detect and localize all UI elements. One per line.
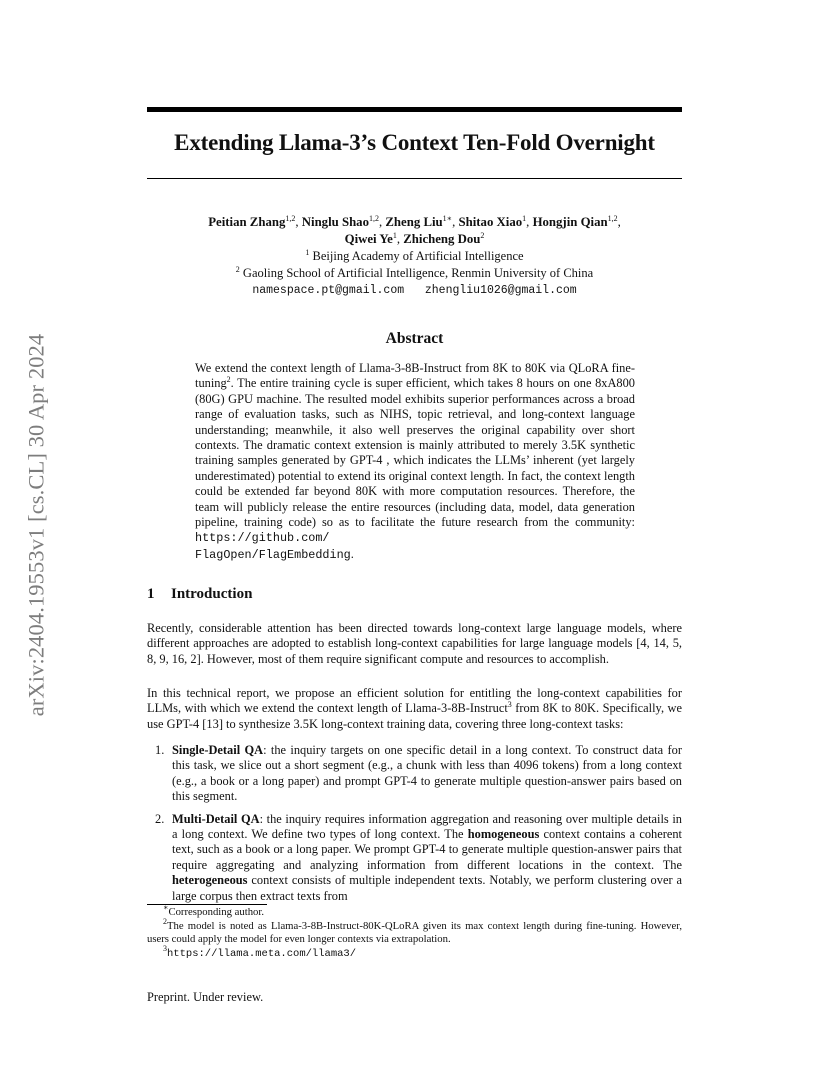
task-text: context consists of multiple independent texts. Notably, we perform clustering over a large corpus then extract texts from <box>172 873 682 903</box>
task-label: Single-Detail QA <box>172 743 264 757</box>
title-bottom-rule <box>147 178 682 179</box>
list-marker: 1. <box>155 743 165 757</box>
footnote <box>147 916 682 947</box>
footnote-text: The model is noted as Llama-3-8B-Instruct-80K-QLoRA given its max context length during fine-tuning. However, users could apply the model for even longer contexts via extrapolation. <box>147 919 682 946</box>
email-link[interactable]: namespace.pt@gmail.com <box>252 284 405 297</box>
paragraph-text: In this technical report, we propose an efficient solution for entitling the long-context capabilities for LLMs, with which we extend the context length of Llama-3-8B-Instruct <box>147 686 682 716</box>
email-link[interactable]: zhengliu1026@gmail.com <box>424 284 577 297</box>
affiliation-text: Beijing Academy of Artificial Intelligence <box>309 249 524 263</box>
affiliation-text: Gaoling School of Artificial Intelligence, Renmin University of China <box>239 266 594 280</box>
author-affil-mark: 2 <box>480 231 485 240</box>
author-sep: , <box>378 215 386 229</box>
author-affil-mark: 1 <box>392 231 397 240</box>
author-affil-mark: 1,2 <box>368 214 379 223</box>
footnote <box>147 943 682 962</box>
intro-paragraph: Recently, considerable attention has been directed towards long-context large language models, where different approaches are adopted to establish long-context capabilities for large language models [4, 14, 5, 8, 9, 16, 2]. However, most of them require significant compute and resources to accomplish. <box>147 621 682 666</box>
author-name: Zhicheng Dou <box>403 232 481 246</box>
list-marker: 2. <box>155 811 165 826</box>
preprint-note: Preprint. Under review. <box>147 990 264 1004</box>
task-text: : the inquiry requires information aggregation and reasoning over multiple details in a long context. We define two types of long context. The <box>172 811 683 842</box>
footnote-mark: 2 <box>163 916 167 926</box>
author-sep: , <box>295 215 302 229</box>
footnote-ref[interactable]: 2 <box>226 375 231 385</box>
title-top-rule <box>147 107 682 112</box>
author-emails <box>147 282 682 299</box>
author-affil-mark: 1∗ <box>442 214 453 223</box>
author-sep: , <box>526 215 533 229</box>
author-sep: , <box>396 232 404 246</box>
authors-block <box>147 214 682 299</box>
affiliation <box>147 248 682 265</box>
footnote-link[interactable]: https://llama.meta.com/llama3/ <box>167 947 357 960</box>
author-line-1 <box>147 214 682 231</box>
author-name: Hongjin Qian <box>532 215 608 229</box>
section-heading <box>147 586 252 603</box>
task-text: context contains a coherent text, such as a book or a long paper. We prompt GPT-4 to generate multiple question-answer pairs that require aggregating and analyzing information from different locations in the context. The <box>172 827 682 872</box>
section-number: 1 <box>147 586 155 602</box>
paper-title: Extending Llama-3’s Context Ten-Fold Overnight <box>174 130 655 155</box>
abstract-text: . The entire training cycle is super efficient, which takes 8 hours on one 8xA800 (80G) GPU machine. The resulted model exhibits superior performances across a broad range of evaluation tasks, such as NIHS, topic retrieval, and long-context language understanding; meanwhile, it also well preserves the original capability over short contexts. The dramatic context extension is mainly attributed to merely 3.5K synthetic training samples generated by GPT-4 , which indicates the LLMs’ inherent (yet largely underestimated) potential to extend its original context length. In fact, the context length could be extended far beyond 80K with more computation resources. Therefore, the team will publicly release the entire resources (including data, model, data generation pipeline, training code) so as to facilitate the future research from the community: <box>195 376 635 530</box>
arxiv-stamp <box>20 290 52 760</box>
affiliation-mark: 2 <box>235 265 240 274</box>
arxiv-stamp-text: arXiv:2404.19553v1 [cs.CL] 30 Apr 2024 <box>23 333 49 717</box>
author-name: Peitian Zhang <box>208 215 286 229</box>
author-sep: , <box>617 215 621 229</box>
author-name: Zheng Liu <box>385 215 443 229</box>
paragraph-text: from 8K to 80K. Specifically, we use GPT-4 [13] to synthesize 3.5K long-context training data, covering three long-context tasks: <box>147 701 682 731</box>
intro-paragraph <box>147 686 682 732</box>
author-name: Qiwei Ye <box>344 232 393 246</box>
abstract-body <box>195 361 635 563</box>
repo-link-part[interactable]: FlagOpen/FlagEmbedding <box>195 547 351 562</box>
author-sep: , <box>452 215 459 229</box>
footnote-ref[interactable]: 3 <box>507 700 512 710</box>
task-text: : the inquiry targets on one specific detail in a long context. To construct data for this task, we slice out a short segment (e.g., a chunk with less than 4096 tokens) from a long context (e.g., a book or a long paper) and prompt GPT-4 to generate multiple question-answer pairs based on this segment. <box>172 743 682 804</box>
abstract-heading: Abstract <box>385 330 444 347</box>
task-list <box>147 743 682 904</box>
task-term: homogeneous <box>467 827 540 842</box>
footnote-text: Corresponding author. <box>168 906 265 918</box>
author-affil-mark: 1,2 <box>285 214 296 223</box>
author-name: Ninglu Shao <box>301 215 369 229</box>
author-affil-mark: 1 <box>522 214 527 223</box>
abstract-text: We extend the context length of Llama-3-8B-Instruct from 8K to 80K via QLoRA fine-tuning <box>195 361 635 391</box>
footnote-mark: ∗ <box>163 903 169 912</box>
author-name: Shitao Xiao <box>458 215 523 229</box>
author-affil-mark: 1,2 <box>607 214 618 223</box>
footnote <box>147 903 682 920</box>
author-line-2 <box>147 231 682 248</box>
task-term: heterogeneous <box>172 873 248 888</box>
list-item <box>147 743 682 805</box>
list-item <box>147 812 682 904</box>
task-label: Multi-Detail QA <box>172 811 260 826</box>
footnotes <box>147 903 682 961</box>
affiliation <box>147 265 682 282</box>
repo-link-part[interactable]: https://github.com/ <box>195 531 330 546</box>
affiliation-mark: 1 <box>305 248 310 257</box>
abstract-text: . <box>350 546 354 561</box>
footnote-mark: 3 <box>163 943 167 953</box>
section-title: Introduction <box>171 586 253 602</box>
repo-link[interactable] <box>195 531 351 561</box>
